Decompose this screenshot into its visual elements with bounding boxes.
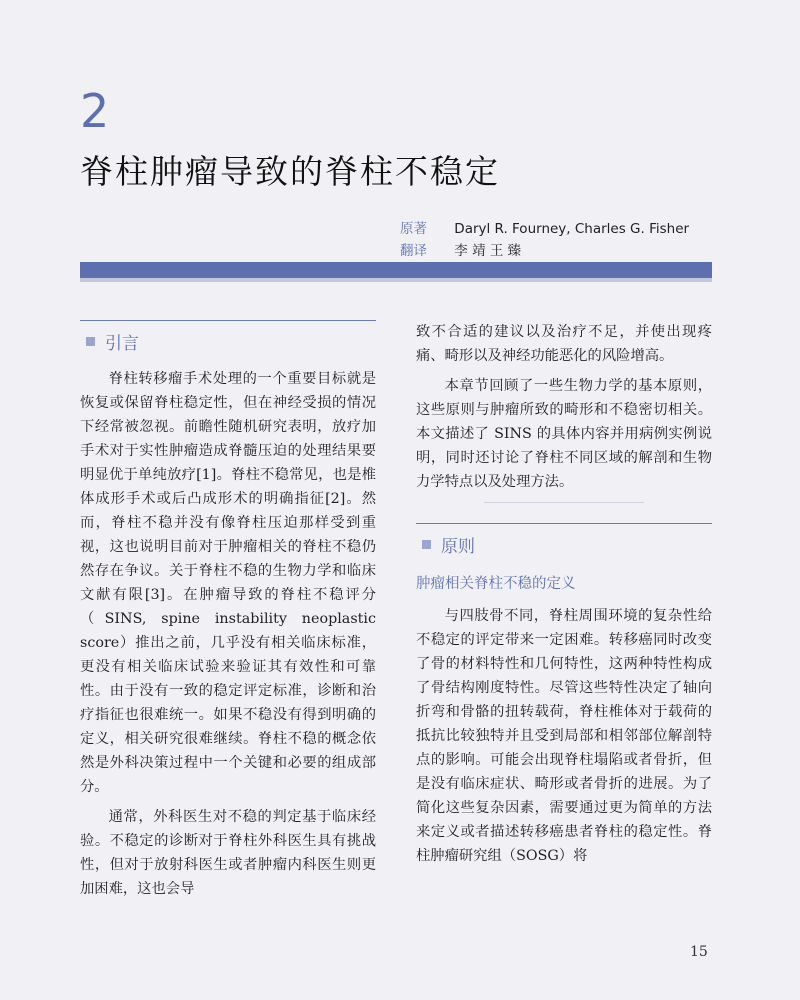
title-decorative-bar <box>80 262 712 278</box>
chapter-credits <box>400 218 689 262</box>
principles-paragraph-1: 与四肢骨不同，脊柱周围环境的复杂性给不稳定的评定带来一定困难。转移癌同时改变了骨的材料特性和几何特性，这两种特性构成了骨结构刚度特性。尽管这些特性决定了轴向折弯和骨骼的扭转载荷，脊柱椎体对于载荷的抵抗比较独特并且受到局部和相邻部位解剖特点的影响。可能会出现脊柱塌陷或者骨折，但是没有临床症状、畸形或者骨折的进展。为了简化这些复杂因素，需要通过更为简单的方法来定义或者描述转移癌患者脊柱的稳定性。脊柱肿瘤研究组（SOSG）将 <box>416 608 712 864</box>
left-column <box>80 320 376 901</box>
intro-paragraph-2: 通常，外科医生对不稳的判定基于临床经验。不稳定的诊断对于脊柱外科医生具有挑战性，但对于放射科医生或者肿瘤内科医生则更加困难，这也会导 <box>80 809 376 897</box>
subsection-heading-definition: 肿瘤相关脊柱不稳的定义 <box>416 576 576 592</box>
chapter-number: 2 <box>80 84 110 138</box>
section-divider <box>484 502 644 503</box>
section-heading-principles <box>416 523 712 560</box>
intro-paragraph-1: 脊柱转移瘤手术处理的一个重要目标就是恢复或保留脊柱稳定性，但在神经受损的情况下经常被忽视。前瞻性随机研究表明，放疗加手术对于实性肿瘤造成脊髓压迫的处理结果要明显优于单纯放疗[1]。脊柱不稳常见，也是椎体成形手术或后凸成形术的明确指征[2]。然而，脊柱不稳并没有像脊柱压迫那样受到重视，这也说明目前对于肿瘤相关的脊柱不稳仍然存在争议。关于脊柱不稳的生物力学和临床文献有限[3]。在肿瘤导致的脊柱不稳评分（SINS, spine instability neoplastic score）推出之前，几乎没有相关临床标准，更没有相关临床试验来验证其有效性和可靠性。由于没有一致的稳定评定标准，诊断和治疗指征也很难统一。如果不稳没有得到明确的定义，相关研究很难继续。脊柱不稳的概念依然是外科决策过程中一个关键和必要的组成部分。 <box>80 371 376 795</box>
intro-paragraph-2-continued: 致不合适的建议以及治疗不足，并使出现疼痛、畸形以及神经功能恶化的风险增高。 <box>416 324 712 364</box>
section-marker-icon <box>422 540 431 549</box>
chapter-title: 脊柱肿瘤导致的脊柱不稳定 <box>80 152 500 191</box>
section-heading-intro <box>80 320 376 357</box>
authors-names: Daryl R. Fourney, Charles G. Fisher <box>454 221 690 237</box>
authors-line <box>400 218 689 240</box>
right-column <box>416 320 712 868</box>
translators-line <box>400 240 689 262</box>
translators-names: 李 靖 王 臻 <box>454 243 522 259</box>
translators-label: 翻译 <box>400 243 427 259</box>
section-marker-icon <box>86 337 95 346</box>
intro-paragraph-3: 本章节回顾了一些生物力学的基本原则，这些原则与肿瘤所致的畸形和不稳密切相关。本文描述了 SINS 的具体内容并用病例实例说明，同时还讨论了脊柱不同区域的解剖和生物力学特点以及处理方法。 <box>416 378 712 490</box>
section-heading-text: 引言 <box>105 333 139 354</box>
authors-label: 原著 <box>400 221 427 237</box>
section-heading-text: 原则 <box>441 536 475 557</box>
page-number: 15 <box>690 944 708 960</box>
